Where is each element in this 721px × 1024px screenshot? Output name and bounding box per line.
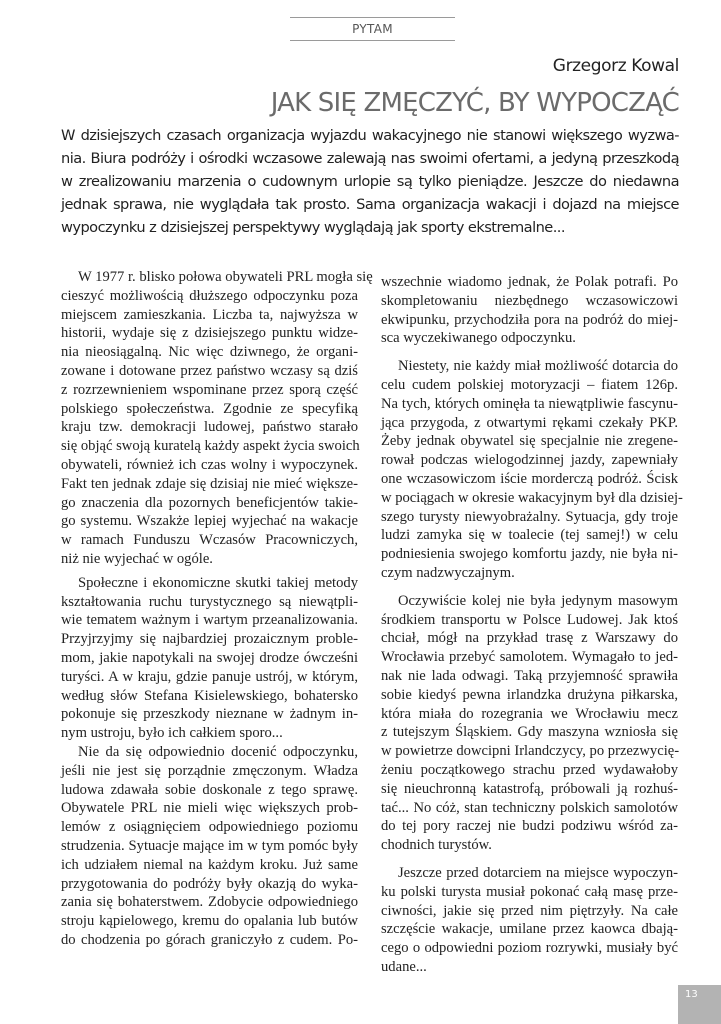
body-line: sobie kiedyś pewna irlandzka drużyna piłkarska, bbox=[381, 686, 678, 703]
body-line: nak nie lada odwagi. Taką przyjemność sprawiła bbox=[381, 667, 678, 684]
body-column-left bbox=[61, 268, 373, 950]
body-line: ludzi zamyka się w toalecie (tej samej!) w celu bbox=[381, 527, 678, 544]
body-line: sca wyczekiwanego odpoczynku. bbox=[381, 330, 576, 347]
body-line: Społeczne i ekonomiczne skutki takiej metody bbox=[78, 574, 358, 591]
lead-line: nia. Biura podróży i ośrodki wczasowe zalewają nas swoimi ofertami, a jedyną przeszkodą bbox=[61, 150, 679, 167]
body-paragraph bbox=[61, 574, 358, 743]
body-line: czym nadzwyczajnym. bbox=[381, 564, 515, 581]
body-line: w powietrze dowcipni Irlandczycy, po przezwycię- bbox=[381, 743, 680, 760]
body-line: nym ustroju, było ich całkiem sporo... bbox=[61, 725, 283, 742]
body-line: W 1977 r. blisko połowa obywateli PRL mogła się bbox=[78, 269, 373, 285]
body-line: tać... No cóż, stan techniczny polskich samolotów bbox=[381, 799, 678, 816]
body-line: szego turysty niewyobrażalny. Sytuacja, gdy troje bbox=[381, 508, 678, 525]
body-line: lemów z osiągnięciem odpowiedniego poziomu bbox=[61, 819, 358, 836]
body-line: Nie da się odpowiednio docenić odpoczynku, bbox=[78, 743, 358, 760]
body-column-right bbox=[381, 273, 683, 977]
body-line: według słów Stefana Kisielewskiego, bohatersko bbox=[61, 687, 358, 704]
body-line: Fakt ten jednak zdaje się dzisiaj nie mieć większe- bbox=[61, 475, 358, 492]
body-paragraph bbox=[381, 592, 678, 855]
body-paragraph bbox=[61, 268, 373, 569]
body-line: udane... bbox=[381, 958, 427, 975]
body-line: cego o odpowiedni poziom rozrywki, musiały być bbox=[381, 940, 678, 957]
body-line: kraju tzw. demokracji ludowej, państwo starało bbox=[61, 419, 358, 436]
body-line: ku polski turysta musiał pokonać całą masę prze- bbox=[381, 883, 678, 900]
body-line: go systemu. Wszakże lepiej wyjechać na wakacje bbox=[61, 513, 358, 530]
page-number-badge bbox=[678, 985, 721, 1024]
body-line: kształtowania ruchu turystycznego są niewątpli- bbox=[61, 593, 358, 610]
body-line: w pociągach w okresie wakacyjnym był dla dzisiej- bbox=[381, 489, 683, 506]
body-line: Niestety, nie każdy miał możliwość dotarcia do bbox=[398, 358, 678, 375]
body-line: miejscem zamieszkania. Liczba ta, najwyższa w bbox=[61, 306, 358, 323]
body-line: Jeszcze przed dotarciem na miejsce wypoczyn- bbox=[398, 864, 678, 881]
body-line: podniesienia swojego komfortu jazdy, nie była ni- bbox=[381, 546, 678, 563]
body-line: obywateli, również ich czas wolny i wypoczynek. bbox=[61, 456, 358, 473]
body-line: historii, wydaje się z dzisiejszego punktu widze- bbox=[61, 325, 358, 342]
body-line: ludowa zdawała sobie doskonale z tego sprawę. bbox=[61, 781, 358, 798]
body-line: środkiem transportu w Polsce Ludowej. Jak ktoś bbox=[381, 611, 678, 628]
body-line: Obywatele PRL nie mieli więc większych prob- bbox=[61, 800, 358, 817]
body-line: Przyjrzyjmy się najbardziej prozaicznym proble- bbox=[61, 631, 358, 648]
body-line: Oczywiście kolej nie była jedynym masowym bbox=[398, 592, 678, 609]
body-paragraph bbox=[381, 273, 678, 348]
body-line: która miała do rozegrania we Wrocławiu mecz bbox=[381, 705, 678, 722]
body-line: jeśli nie jest się porządnie zmęczonym. Władza bbox=[61, 762, 358, 779]
body-line: zania się bohaterstwem. Zdobycie odpowiedniego bbox=[61, 894, 358, 911]
body-line: się objąć swoją kuratelą każdy aspekt życia swoich bbox=[61, 438, 360, 455]
body-line: skompletowaniu niezbędnego wczasowiczowi bbox=[381, 292, 678, 309]
body-line: rował podczas wielogodzinnej jazdy, zapewniały bbox=[381, 452, 678, 469]
body-line: mom, jakie napotykali na swojej drodze ówcześni bbox=[61, 649, 358, 666]
body-line: do chodzenia po górach graniczyło z cudem. Po- bbox=[61, 931, 358, 948]
body-line: Żeby jednak obywatel się specjalnie nie zregene- bbox=[381, 433, 678, 450]
body-line: się nieuchronną katastrofą, próbowali ją rozhuś- bbox=[381, 780, 678, 797]
lead-line: jednak sprawa, nie wyglądała tak prosto. Sama organizacja wakacji i dojazd na miejsce bbox=[61, 196, 679, 213]
body-line: żeniu początkowego strachu przed wydawałoby bbox=[381, 761, 678, 778]
body-line: niż nie wyjechać w ogóle. bbox=[61, 550, 213, 567]
body-line: zowane i dotowane przez państwo wczasy są dziś bbox=[61, 362, 358, 379]
body-line: jąca przygoda, z otwartymi rękami czekały PKP. bbox=[381, 414, 678, 431]
body-line: ciwności, jakie się przed nim piętrzyły. Na całe bbox=[381, 902, 678, 919]
section-name: PYTAM bbox=[352, 22, 393, 36]
body-line: przygotowania do podróży były okazją do wyka- bbox=[61, 875, 358, 892]
body-line: szczęście wakacje, umilane przez kaowca dbają- bbox=[381, 921, 678, 938]
body-line: cieszyć możliwością dłuższego odpoczynku poza bbox=[61, 287, 358, 304]
lead-line: wypoczynku z dzisiejszej perspektywy wyglądają jak sporty ekstremalne... bbox=[61, 219, 565, 236]
article-author: Grzegorz Kowal bbox=[552, 56, 679, 76]
body-paragraph bbox=[61, 743, 358, 950]
body-line: wszechnie wiadomo jednak, że Polak potrafi. Po bbox=[381, 274, 678, 290]
article-title: JAK SIĘ ZMĘCZYĆ, BY WYPOCZĄĆ bbox=[270, 88, 679, 118]
body-paragraph bbox=[381, 864, 678, 977]
body-line: z tutejszym Śląskiem. Gdy maszyna wzniosła się bbox=[381, 724, 678, 741]
body-line: w ramach Funduszu Wczasów Pracowniczych, bbox=[61, 532, 358, 549]
lead-line: W dzisiejszych czasach organizacja wyjazdu wakacyjnego nie stanowi większego wyzwa- bbox=[61, 127, 679, 144]
body-line: ich udziałem niemal na każdym kroku. Już same bbox=[61, 856, 358, 873]
body-line: go znaczenia dla pozornych beneficjentów takie- bbox=[61, 494, 358, 511]
body-line: one wczasowiczom iście morderczą podróż. Ścisk bbox=[381, 470, 678, 487]
body-line: turyści. A w kraju, gdzie panuje ustrój, w którym, bbox=[61, 668, 358, 685]
lead-line: w zrealizowaniu marzenia o cudownym urlopie są tylko pieniądze. Jeszcze do niedawna bbox=[61, 173, 679, 190]
body-line: stroju kąpielowego, kremu do opalania lub butów bbox=[61, 913, 358, 930]
body-paragraph bbox=[381, 357, 683, 583]
section-label bbox=[290, 17, 455, 41]
body-line: wie tematem ważnym i wartym przeanalizowania. bbox=[61, 612, 358, 629]
body-line: Wrocławia przebyć samolotem. Wymagało to jed- bbox=[381, 649, 678, 666]
body-line: celu cudem polskiej motoryzacji – fiatem 126p. bbox=[381, 376, 678, 393]
body-line: z rozrzewnieniem wspominane przez sporą część bbox=[61, 381, 358, 398]
body-line: chodnich turystów. bbox=[381, 837, 492, 854]
body-line: nia nieosiągalną. Nic więc dziwnego, że organi- bbox=[61, 344, 358, 361]
body-line: do tej pory raczej nie budzi podziwu wśród za- bbox=[381, 818, 678, 835]
body-line: Na tych, których ominęła ta niewątpliwie fascynu- bbox=[381, 395, 678, 412]
article-lead bbox=[61, 124, 679, 239]
page-number: 13 bbox=[685, 989, 698, 1000]
body-line: chciał, mógł na przykład trasę z Warszawy do bbox=[381, 630, 678, 647]
body-line: strudzenia. Sytuacje mające im w tym pomóc były bbox=[61, 837, 358, 854]
body-line: polskiego społeczeństwa. Zgodnie ze specyfiką bbox=[61, 400, 358, 417]
body-line: pokonuje się przeszkody nieznane w żadnym in- bbox=[61, 706, 358, 723]
body-line: ekwipunku, przychodziła pora na podróż do miej- bbox=[381, 311, 678, 328]
